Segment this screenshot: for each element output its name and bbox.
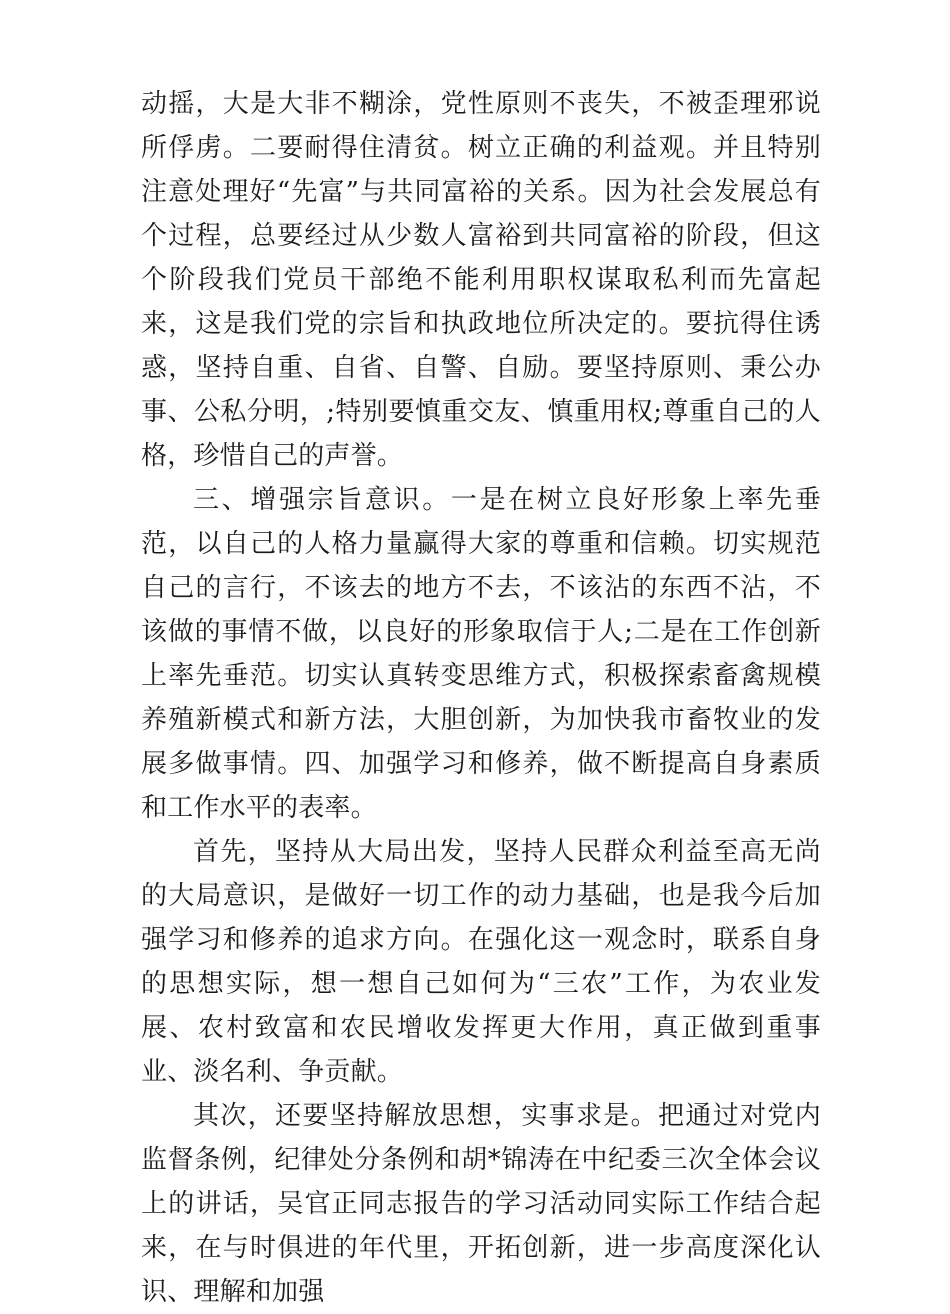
paragraph-first-overall-situation: 首先，坚持从大局出发，坚持人民群众利益至高无尚的大局意识，是做好一切工作的动力基础，也是我今后加强学习和修养的追求方向。在强化这一观念时，联系自身的思想实际，想一想自己如何为“三农”工作，为农业发展、农村致富和农民增收发挥更大作用，真正做到重事业、淡名利、争贡献。: [141, 837, 821, 1087]
paragraph-continuation: 动摇，大是大非不糊涂，党性原则不丧失，不被歪理邪说所俘虏。二要耐得住清贫。树立正确的利益观。并且特别注意处理好“先富”与共同富裕的关系。因为社会发展总有个过程，总要经过从少数人富裕到共同富裕的阶段，但这个阶段我们党员干部绝不能利用职权谋取私利而先富起来，这是我们党的宗旨和执政地位所决定的。要抗得住诱惑，坚持自重、自省、自警、自励。要坚持原则、秉公办事、公私分明，;特别要慎重交友、慎重用权;尊重自己的人格，珍惜自己的声誉。: [141, 89, 821, 471]
document-body: [141, 82, 821, 1314]
paragraph-second-emancipate-mind: 其次，还要坚持解放思想，实事求是。把通过对党内监督条例，纪律处分条例和胡*锦涛在中纪委三次全体会议上的讲话，吴官正同志报告的学习活动同实际工作结合起来，在与时俱进的年代里，开拓创新，进一步高度深化认识、理解和加强: [141, 1101, 821, 1307]
paragraph-purpose-awareness: 三、增强宗旨意识。一是在树立良好形象上率先垂范，以自己的人格力量赢得大家的尊重和信赖。切实规范自己的言行，不该去的地方不去，不该沾的东西不沾，不该做的事情不做，以良好的形象取信于人;二是在工作创新上率先垂范。切实认真转变思维方式，积极探索畜禽规模养殖新模式和新方法，大胆创新，为加快我市畜牧业的发展多做事情。四、加强学习和修养，做不断提高自身素质和工作水平的表率。: [141, 485, 821, 823]
